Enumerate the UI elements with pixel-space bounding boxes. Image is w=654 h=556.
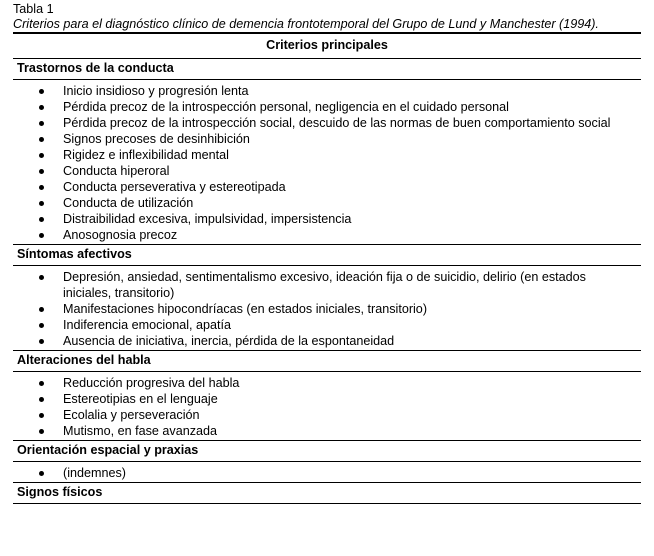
- section-title: Signos físicos: [17, 485, 103, 499]
- list-item: Inicio insidioso y progresión lenta: [13, 83, 641, 99]
- list-item: Ecolalia y perseveración: [13, 407, 641, 423]
- section-title: Alteraciones del habla: [17, 353, 151, 367]
- section-title: Trastornos de la conducta: [17, 61, 174, 75]
- table-number: Tabla 1: [13, 2, 54, 16]
- section-title: Síntomas afectivos: [17, 247, 132, 261]
- list-item: Mutismo, en fase avanzada: [13, 423, 641, 439]
- list-item: Ausencia de iniciativa, inercia, pérdida de la espontaneidad: [13, 333, 641, 349]
- list-item: Pérdida precoz de la introspección personal, negligencia en el cuidado personal: [13, 99, 641, 115]
- list-item: Signos precoses de desinhibición: [13, 131, 641, 147]
- criteria-table-body: [13, 58, 641, 504]
- section-body: [13, 462, 641, 482]
- bullet-list: [13, 269, 641, 349]
- list-item: Indiferencia emocional, apatía: [13, 317, 641, 333]
- list-item: Manifestaciones hipocondríacas (en estados iniciales, transitorio): [13, 301, 641, 317]
- list-item: Pérdida precoz de la introspección social, descuido de las normas de buen comportamiento social: [13, 115, 641, 131]
- section-title: Orientación espacial y praxias: [17, 443, 199, 457]
- table-caption: Criterios para el diagnóstico clínico de demencia frontotemporal del Grupo de Lund y Manchester (1994).: [13, 17, 599, 31]
- section-body: [13, 266, 641, 350]
- section-body: [13, 372, 641, 440]
- document-page: [13, 2, 641, 504]
- list-item: Anosognosia precoz: [13, 227, 641, 243]
- section-body: [13, 80, 641, 244]
- bullet-list: [13, 83, 641, 243]
- list-item: Conducta perseverativa y estereotipada: [13, 179, 641, 195]
- list-item: Estereotipias en el lenguaje: [13, 391, 641, 407]
- list-item: (indemnes): [13, 465, 641, 481]
- table-header: Criterios principales: [266, 38, 388, 52]
- list-item: Depresión, ansiedad, sentimentalismo excesivo, ideación fija o de suicidio, delirio (en estados iniciales, transitorio): [13, 269, 641, 301]
- list-item: Distraibilidad excesiva, impulsividad, impersistencia: [13, 211, 641, 227]
- list-item: Conducta de utilización: [13, 195, 641, 211]
- list-item: Conducta hiperoral: [13, 163, 641, 179]
- list-item: Rigidez e inflexibilidad mental: [13, 147, 641, 163]
- section-title-rule: [13, 503, 641, 504]
- bullet-list: [13, 465, 641, 481]
- list-item: Reducción progresiva del habla: [13, 375, 641, 391]
- bullet-list: [13, 375, 641, 439]
